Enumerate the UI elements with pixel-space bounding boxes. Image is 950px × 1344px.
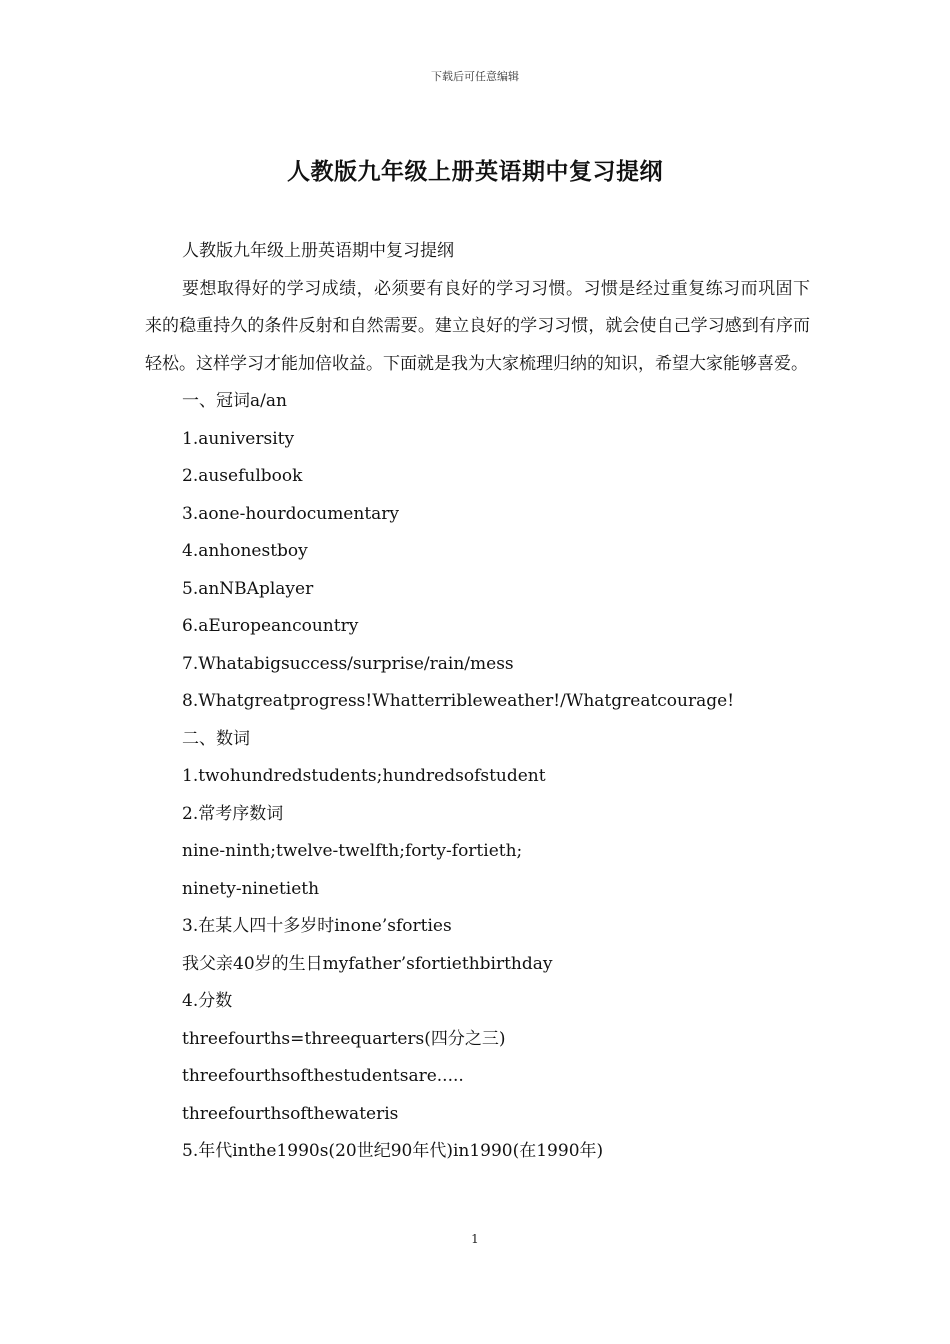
section-heading-numerals: 二、数词 (182, 728, 250, 749)
list-item: ninety-ninetieth (182, 878, 320, 899)
page-number: 1 (471, 1232, 479, 1246)
list-item: 6.aEuropeancountry (182, 616, 359, 636)
list-item: 我父亲40岁的生日myfather’sfortiethbirthday (182, 953, 553, 974)
list-item: 5.年代inthe1990s(20世纪90年代)in1990(在1990年) (182, 1141, 604, 1161)
header-note: 下载后可任意编辑 (431, 70, 519, 83)
list-item: 2.常考序数词 (182, 803, 284, 824)
list-item: 2.ausefulbook (182, 466, 303, 486)
intro-paragraph: 要想取得好的学习成绩，必须要有良好的学习习惯。习惯是经过重复练习而巩固下来的稳重持久的条件反射和自然需要。建立良好的学习习惯，就会使自己学习感到有序而轻松。这样学习才能加倍收益。下面就是我为大家梳理归纳的知识，希望大家能够喜爱。 (145, 278, 810, 374)
section-heading-articles: 一、冠词a/an (182, 391, 287, 411)
list-item: 7.Whatabigsuccess/surprise/rain/mess (182, 653, 514, 674)
list-item: 1.auniversity (182, 428, 295, 449)
list-item: 4.anhonestboy (182, 541, 308, 561)
intro-heading: 人教版九年级上册英语期中复习提纲 (182, 241, 454, 261)
list-item: threefourthsofthewateris (182, 1103, 399, 1124)
list-item: 3.在某人四十多岁时inone’sforties (182, 916, 452, 936)
document-title: 人教版九年级上册英语期中复习提纲 (287, 158, 663, 185)
list-item: threefourthsofthestudentsare..... (182, 1066, 464, 1086)
document-body (145, 233, 810, 1171)
list-item: 4.分数 (182, 991, 233, 1011)
list-item: nine-ninth;twelve-twelfth;forty-fortieth; (182, 841, 523, 861)
list-item: 3.aone-hourdocumentary (182, 503, 400, 524)
list-item: 5.anNBAplayer (182, 578, 314, 599)
list-item: 1.twohundredstudents;hundredsofstudent (182, 766, 546, 786)
list-item: 8.Whatgreatprogress!Whatterribleweather!/Whatgreatcourage! (182, 691, 735, 711)
list-item: threefourths=threequarters(四分之三) (182, 1028, 506, 1049)
